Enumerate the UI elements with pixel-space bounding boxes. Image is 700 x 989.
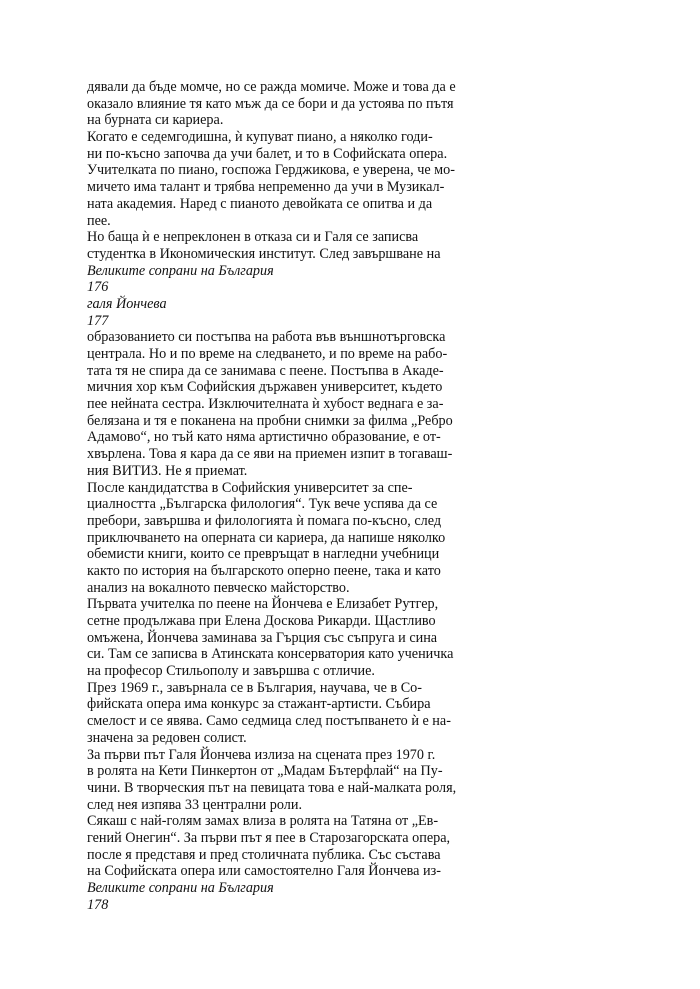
text-line: ни по-късно започва да учи балет, и то в Софийската опера.: [87, 145, 448, 162]
text-line: сетне продължава при Елена Доскова Рикарди. Щастливо: [87, 613, 436, 629]
text-line: циалността „Българска филология“. Тук вече успява да се: [87, 496, 438, 513]
text-line: ния ВИТИЗ. Не я приемат.: [87, 462, 248, 479]
text-line: обемисти книги, които се превръщат в нагледни учебници: [87, 546, 440, 563]
text-line: През 1969 г., завърнала се в България, научава, че в Со-: [87, 679, 423, 696]
text-line: значена за редовен солист.: [87, 729, 247, 746]
text-line: образованието си постъпва на работа във външнотърговска: [87, 329, 446, 346]
text-line: Учителката по пиано, госпожа Герджикова, е уверена, че мо-: [87, 162, 455, 179]
text-line: мичето има талант и трябва непременно да учи в Музикал-: [87, 179, 445, 196]
text-line: Но баща ѝ е непреклонен в отказа си и Галя се записва: [87, 229, 419, 246]
text-line: чини. В творческия път на певицата това е най-малката роля,: [87, 779, 457, 796]
text-line: приключването на оперната си кариера, да напише няколко: [87, 529, 446, 546]
text-line: в ролята на Кети Пинкертон от „Мадам Бътерфлай“ на Пу-: [87, 763, 443, 780]
text-line: централа. Но и по време на следването, и по време на рабо-: [87, 346, 448, 362]
text-line: белязана и тя е поканена на пробни снимки за филма „Ребро: [87, 412, 453, 429]
text-line: смелост и се явява. Само седмица след постъпването ѝ е на-: [87, 713, 451, 730]
text-line: ната академия. Наред с пианото девойката се опитва и да: [87, 195, 433, 212]
text-line: след нея изпява 33 централни роли.: [87, 796, 303, 813]
text-line: За първи път Галя Йончева излиза на сцената през 1970 г.: [87, 746, 436, 763]
text-line: дявали да бъде момче, но се ражда момиче. Може и това да е: [87, 79, 456, 95]
text-line: студентка в Икономическия институт. След завършване на: [87, 245, 441, 262]
text-line: си. Там се записва в Атинската консерватория като ученичка: [87, 646, 454, 663]
text-line: фийската опера има конкурс за стажант-артисти. Събира: [87, 696, 431, 713]
text-line: оказало влияние тя като мъж да се бори и да устоява по пътя: [87, 95, 454, 112]
text-line: Сякаш с най-голям замах влиза в ролята на Татяна от „Ев-: [87, 813, 439, 830]
running-header-chapter-title: галя Йончева: [87, 295, 167, 312]
text-line: на Софийската опера или самостоятелно Галя Йончева из-: [87, 863, 441, 880]
text-line: пее нейната сестра. Изключителната ѝ хубост веднага е за-: [87, 396, 444, 413]
page-number: 178: [87, 896, 109, 913]
text-line: пее.: [87, 212, 111, 229]
text-line: анализ на вокалното певческо майсторство.: [87, 579, 350, 596]
text-line: омъжена, Йончева заминава за Гърция със съпруга и сина: [87, 629, 438, 646]
page-number: 177: [87, 312, 109, 329]
text-line: после я представя и пред столичната публика. Със състава: [87, 846, 441, 863]
text-line: мичния хор към Софийския държавен университет, където: [87, 379, 443, 396]
text-line: Първата учителка по пеене на Йончева е Елизабет Рутгер,: [87, 596, 439, 613]
text-line: После кандидатства в Софийския университет за спе-: [87, 479, 413, 496]
text-line: тата тя не спира да се занимава с пеене. Постъпва в Акаде-: [87, 362, 444, 379]
page-number: 176: [87, 279, 109, 296]
text-line: Когато е седемгодишна, ѝ купуват пиано, а няколко годи-: [87, 129, 433, 146]
text-line: пребори, завършва и филологията ѝ помага по-късно, след: [87, 512, 442, 529]
text-line: гений Онегин“. За първи път я пее в Старозагорската опера,: [87, 829, 451, 846]
text-line: на бурната си кариера.: [87, 112, 224, 129]
text-line: на професор Стильополу и завършва с отличие.: [87, 663, 375, 680]
page-body: [87, 79, 617, 913]
text-line: хвърлена. Това я кара да се яви на приемен изпит в тогаваш-: [87, 446, 453, 463]
text-line: Адамово“, но тъй като няма артистично образование, е от-: [87, 429, 441, 446]
text-line: както по история на българското оперно пеене, така и като: [87, 562, 441, 579]
running-footer-book-title: Великите сопрани на България: [87, 880, 274, 896]
running-footer-book-title: Великите сопрани на България: [87, 262, 274, 279]
